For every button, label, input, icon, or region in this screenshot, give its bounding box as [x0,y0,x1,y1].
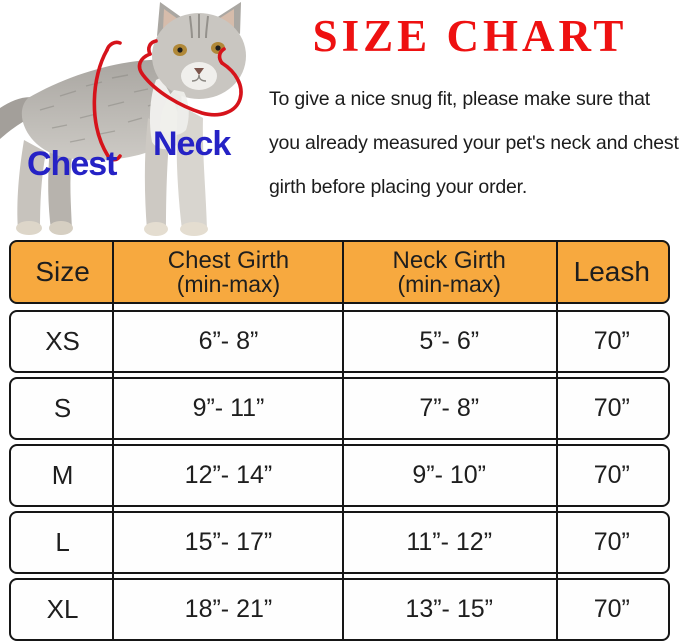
hero-section [0,0,679,240]
chest-girth-value: 12”- 14” [184,461,273,489]
column-header-chest-girth: Chest Girth (min-max) [167,247,290,297]
cat-illustration [0,0,268,238]
neck-label: Neck [153,125,231,163]
intro-text [269,77,679,209]
size-value: L [55,527,70,557]
leash-value: 70” [593,327,630,355]
cat-measurement-photo [0,0,268,238]
neck-girth-value: 13”- 15” [405,595,493,623]
chest-girth-value: 6”- 8” [198,327,259,355]
chest-girth-value: 15”- 17” [184,528,273,556]
chest-label: Chest [27,145,117,183]
column-header-leash: Leash [573,256,650,287]
leash-value: 70” [593,595,630,623]
table-row-xl [9,578,670,641]
leash-value: 70” [593,394,630,422]
leash-value: 70” [593,461,630,489]
neck-girth-value: 11”- 12” [406,528,493,556]
table-column-divider [112,240,114,641]
table-row-m [9,444,670,507]
size-value: XS [45,326,80,356]
size-value: XL [46,594,79,624]
neck-girth-value: 5”- 6” [419,327,480,355]
page-title: SIZE CHART [312,11,628,61]
neck-girth-value: 7”- 8” [419,394,480,422]
chest-girth-value: 9”- 11” [192,394,265,422]
table-row-l [9,511,670,574]
neck-girth-value: 9”- 10” [412,461,487,489]
size-value: S [53,393,72,423]
size-value: M [51,460,74,490]
leash-value: 70” [593,528,630,556]
chest-girth-value: 18”- 21” [184,595,273,623]
intro-line: girth before placing your order. [269,176,528,198]
intro-line: you already measured your pet's neck and chest [269,132,679,154]
column-header-size: Size [35,256,90,287]
table-column-divider [342,240,344,641]
table-row-s [9,377,670,440]
table-header-row [9,240,670,304]
column-header-neck-girth: Neck Girth (min-max) [392,247,506,297]
intro-line: To give a nice snug fit, please make sure that [269,88,651,110]
table-row-xs [9,310,670,373]
table-column-divider [556,240,558,641]
size-chart-table [9,240,670,641]
